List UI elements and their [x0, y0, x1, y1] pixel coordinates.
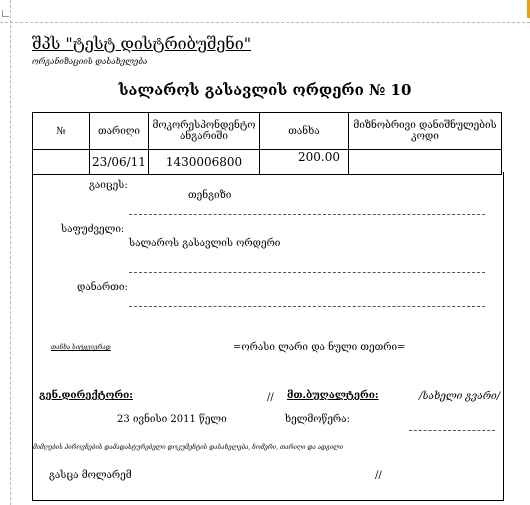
header-number: №	[33, 113, 90, 150]
header-account: მოკორესპონდენტო ანგარიში	[149, 113, 260, 150]
issued-value[interactable]: თენგიზი	[188, 190, 232, 201]
issued-line	[129, 214, 485, 215]
header-amount: თანხა	[260, 113, 349, 150]
basis-value[interactable]: სალაროს გასავლის ორდერი	[129, 238, 281, 249]
table-row	[33, 150, 502, 175]
slash-left: //	[267, 392, 274, 403]
order-body	[32, 172, 504, 501]
basis-line	[129, 272, 485, 273]
header-date: თარიღი	[90, 113, 149, 150]
date-value: 23 ივნისი 2011 წელი	[117, 414, 227, 425]
cell-purpose-code	[349, 150, 502, 175]
name-caption: /სახელი გვარი/	[419, 391, 501, 402]
signature-label: ხელმოწერა:	[285, 414, 350, 425]
margin-corner-mark	[2, 10, 9, 17]
amount-in-words-value: =ორასი ლარი და ნული თეთრი=	[233, 342, 406, 353]
cell-account: 1430006800	[149, 150, 260, 175]
cell-amount: 200.00	[260, 150, 349, 175]
recipient-document-note: მიმღების პიროვნების დამადასტურებელი დოკუმენტის დასახელება, ნომერი, თარიღი და ადგილი	[33, 444, 343, 451]
cell-number	[33, 150, 90, 175]
header-purpose-code: მიზნობრივი დანიშნულების კოდი	[349, 113, 502, 150]
signature-line	[409, 430, 495, 431]
document-title: სალაროს გასავლის ორდერი № 10	[118, 81, 412, 99]
basis-label: საფუძველი:	[61, 224, 125, 235]
accountant-label: მთ.ბუღალტერი:	[287, 390, 379, 401]
cell-date: 23/06/11	[90, 150, 149, 175]
attachment-line	[129, 306, 485, 307]
attachment-label: დანართი:	[77, 282, 128, 293]
cashier-label: გასცა მოლარემ	[49, 470, 132, 481]
organization-name: შპს "ტესტ დისტრიბუშენი"	[32, 34, 252, 53]
organization-caption: ორგანიზაციის დასახელება	[32, 57, 148, 66]
table-header-row	[33, 113, 502, 150]
slash-right: //	[375, 470, 382, 481]
director-label: გენ.დირექტორი:	[39, 390, 133, 401]
order-table	[32, 112, 502, 175]
issued-label: გაიცეს:	[89, 180, 128, 191]
amount-in-words-label: თანხა სიტყვიერად	[51, 344, 111, 351]
